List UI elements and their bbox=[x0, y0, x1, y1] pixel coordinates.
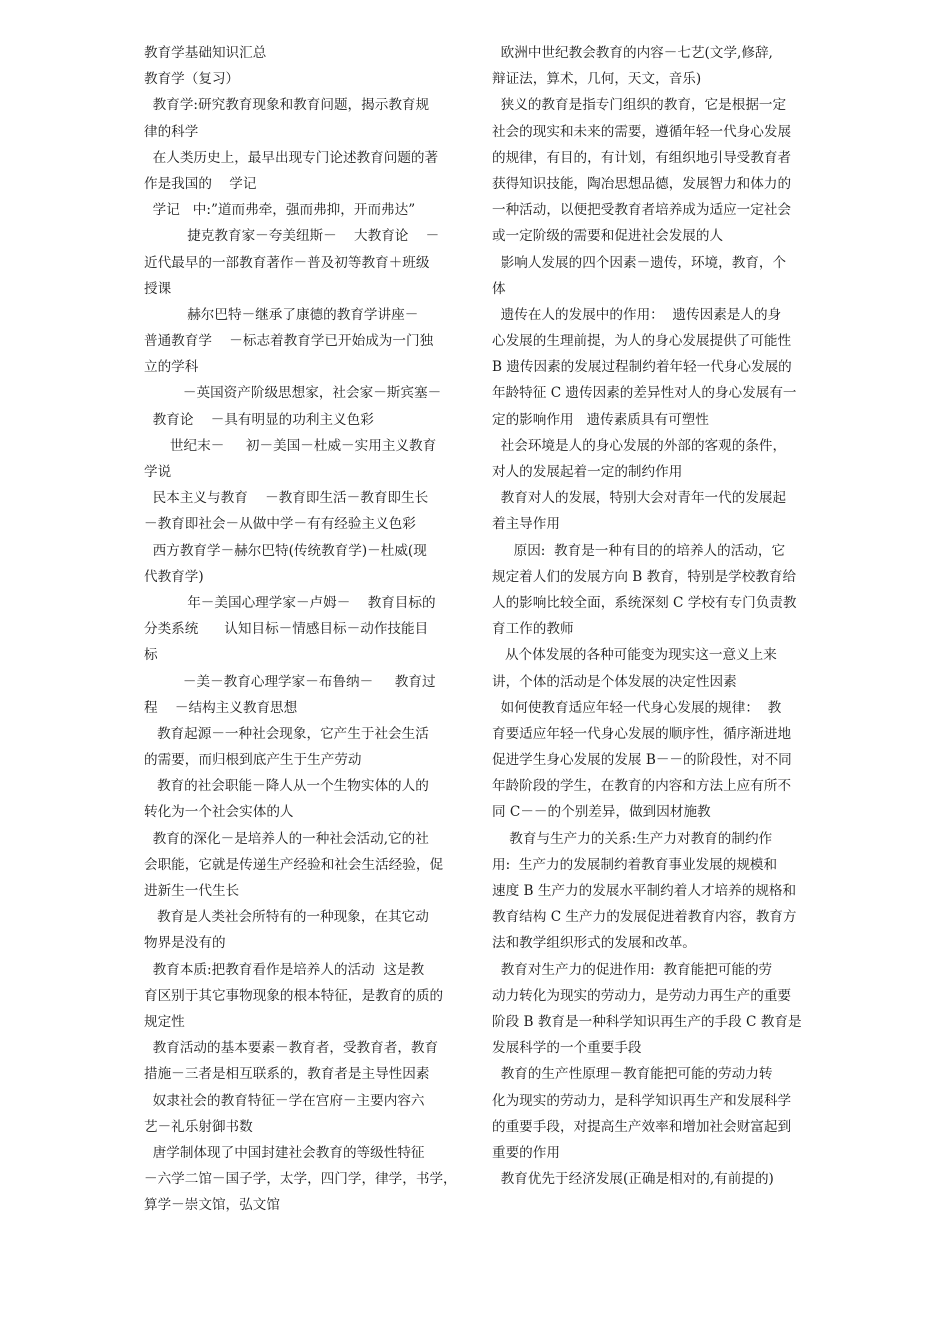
text-line: 在人类历史上，最早出现专门论述教育问题的著 bbox=[144, 149, 439, 166]
text-line: 教育论 －具有明显的功利主义色彩 bbox=[144, 411, 374, 428]
text-line: 教育对人的发展，特别大会对青年一代的发展起 bbox=[492, 490, 787, 507]
text-line: 唐学制体现了中国封建社会教育的等级性特征 bbox=[144, 1144, 425, 1161]
text-line: 发展科学的一个重要手段 bbox=[492, 1040, 642, 1057]
text-line: 的需要，而归根到底产生于生产劳动 bbox=[144, 752, 362, 769]
text-line: 教育起源－一种社会现象，它产生于社会生活 bbox=[144, 725, 429, 742]
text-line: 授课 bbox=[144, 280, 172, 297]
text-line: 会职能，它就是传递生产经验和社会生活经验，促 bbox=[144, 856, 444, 873]
text-line: 育要适应年轻一代身心发展的顺序性，循序渐进地 bbox=[492, 725, 792, 742]
text-line: －六学二馆－国子学，太学，四门学，律学，书学， bbox=[144, 1171, 457, 1188]
text-line: 教育优先于经济发展(正确是相对的,有前提的) bbox=[492, 1171, 774, 1188]
text-line: 标 bbox=[144, 647, 158, 664]
text-line: 规定着人们的发展方向 B 教育，特别是学校教育给 bbox=[492, 568, 797, 585]
text-line: 立的学科 bbox=[144, 359, 199, 376]
text-line: 教育的生产性原理－教育能把可能的劳动力转 bbox=[492, 1066, 773, 1083]
text-line: 规定性 bbox=[144, 1013, 185, 1030]
text-line: 化为现实的劳动力，是科学知识再生产和发展科学 bbox=[492, 1092, 792, 1109]
text-line: 原因: 教育是一种有目的的培养人的活动，它 bbox=[492, 542, 786, 559]
text-line: 动力转化为现实的劳动力，是劳动力再生产的重要 bbox=[492, 987, 792, 1004]
text-line: 从个体发展的各种可能变为现实这一意义上来 bbox=[492, 647, 777, 664]
text-line: 育工作的教师 bbox=[492, 621, 574, 638]
text-line: 着主导作用 bbox=[492, 516, 560, 533]
text-line: 西方教育学－赫尔巴特(传统教育学)－杜威(现 bbox=[144, 542, 427, 559]
text-line: 影响人发展的四个因素－遗传，环境，教育，个 bbox=[492, 254, 787, 271]
text-line: 艺－礼乐射御书数 bbox=[144, 1118, 253, 1135]
text-line: 体 bbox=[492, 280, 506, 297]
text-line: 狭义的教育是指专门组织的教育，它是根据一定 bbox=[492, 97, 787, 114]
text-line: 讲，个体的活动是个体发展的决定性因素 bbox=[492, 673, 737, 690]
text-line: 或一定阶级的需要和促进社会发展的人 bbox=[492, 228, 724, 245]
text-line: 法和教学组织形式的发展和改革。 bbox=[492, 935, 696, 952]
text-line: 教育学基础知识汇总 bbox=[144, 45, 267, 61]
text-line: 用: 生产力的发展制约着教育事业发展的规模和 bbox=[492, 856, 778, 873]
text-line: 程 －结构主义教育思想 bbox=[144, 699, 298, 716]
text-line: 律的科学 bbox=[144, 123, 199, 140]
text-line: 教育结构 C 生产力的发展促进着教育内容，教育方 bbox=[492, 909, 797, 926]
text-line: 年－美国心理学家－卢姆－ 教育目标的 bbox=[144, 594, 436, 611]
text-line: 的规律，有目的，有计划，有组织地引导受教育者 bbox=[492, 149, 792, 166]
text-line: 的重要手段，对提高生产效率和增加社会财富起到 bbox=[492, 1118, 792, 1135]
text-line: 教育对生产力的促进作用: 教育能把可能的劳 bbox=[492, 961, 773, 978]
text-line: 转化为一个社会实体的人 bbox=[144, 804, 294, 821]
text-line: 人的影响比较全面，系统深刻 C 学校有专门负责教 bbox=[492, 594, 797, 611]
text-line: 算学－崇文馆，弘文馆 bbox=[144, 1197, 280, 1214]
text-line: 一种活动，以便把受教育者培养成为适应一定社会 bbox=[492, 202, 792, 219]
text-line: 定的影响作用 遗传素质具有可塑性 bbox=[492, 411, 709, 428]
right-text-column bbox=[492, 40, 810, 1192]
left-text-column bbox=[144, 40, 460, 1218]
text-line: 教育活动的基本要素－教育者，受教育者，教育 bbox=[144, 1040, 439, 1057]
text-line: 赫尔巴特－继承了康德的教育学讲座－ bbox=[144, 306, 419, 323]
text-line: 获得知识技能，陶冶思想品德，发展智力和体力的 bbox=[492, 175, 792, 192]
text-line: 阶段 B 教育是一种科学知识再生产的手段 C 教育是 bbox=[492, 1013, 802, 1030]
text-line: 社会环境是人的身心发展的外部的客观的条件， bbox=[492, 437, 787, 454]
text-line: －教育即社会－从做中学－有有经验主义色彩 bbox=[144, 516, 416, 533]
text-line: －美－教育心理学家－布鲁纳－ 教育过 bbox=[144, 673, 436, 690]
text-line: 教育本质:把教育看作是培养人的活动 这是教 bbox=[144, 961, 425, 978]
text-line: 教育学:研究教育现象和教育问题，揭示教育规 bbox=[144, 97, 430, 114]
text-line: 促进学生身心发展的发展 B－－的阶段性，对不同 bbox=[492, 752, 792, 769]
text-line: 物界是没有的 bbox=[144, 935, 226, 952]
text-line: 辩证法，算术，几何，天文，音乐) bbox=[492, 71, 702, 88]
text-line: 重要的作用 bbox=[492, 1144, 560, 1161]
text-line: 教育是人类社会所特有的一种现象，在其它动 bbox=[144, 909, 429, 926]
text-line: 近代最早的一部教育著作－普及初等教育＋班级 bbox=[144, 254, 430, 271]
text-line: 措施－三者是相互联系的，教育者是主导性因素 bbox=[144, 1066, 430, 1083]
text-line: 同 C－－的个别差异，做到因材施教 bbox=[492, 804, 711, 821]
text-line: 速度 B 生产力的发展水平制约着人才培养的规格和 bbox=[492, 883, 797, 899]
text-line: 社会的现实和未来的需要，遵循年轻一代身心发展 bbox=[492, 123, 792, 140]
text-line: 年龄阶段的学生，在教育的内容和方法上应有所不 bbox=[492, 778, 792, 795]
text-line: 作是我国的 学记 bbox=[144, 175, 257, 192]
text-line: B 遗传因素的发展过程制约着年轻一代身心发展的 bbox=[492, 359, 792, 376]
text-line: 教育学（复习） bbox=[144, 71, 240, 88]
text-line: 进新生一代生长 bbox=[144, 883, 240, 899]
text-line: 学说 bbox=[144, 464, 172, 480]
text-line: 捷克教育家－夸美纽斯－ 大教育论 － bbox=[144, 228, 440, 245]
text-line: 学记 中:”道而弗牵，强而弗抑，开而弗达” bbox=[144, 202, 416, 219]
text-line: 如何使教育适应年轻一代身心发展的规律： 教 bbox=[492, 699, 782, 716]
text-line: 奴隶社会的教育特征－学在宫府－主要内容六 bbox=[144, 1092, 425, 1109]
text-line: 遗传在人的发展中的作用： 遗传因素是人的身 bbox=[492, 306, 782, 323]
text-line: 心发展的生理前提，为人的身心发展提供了可能性 bbox=[492, 333, 792, 350]
text-line: 育区别于其它事物现象的根本特征，是教育的质的 bbox=[144, 987, 444, 1004]
text-line: 教育的深化－是培养人的一种社会活动,它的社 bbox=[144, 830, 429, 847]
text-line: 分类系统 认知目标－情感目标－动作技能目 bbox=[144, 621, 429, 638]
text-line: 教育的社会职能－降人从一个生物实体的人的 bbox=[144, 778, 429, 795]
text-line: －英国资产阶级思想家，社会家－斯宾塞－ bbox=[144, 385, 442, 402]
text-line: 世纪末－ 初－美国－杜威－实用主义教育 bbox=[144, 437, 437, 454]
text-line: 年龄特征 C 遗传因素的差异性对人的身心发展有一 bbox=[492, 385, 797, 402]
text-line: 普通教育学 －标志着教育学已开始成为一门独 bbox=[144, 333, 434, 350]
text-line: 教育与生产力的关系:生产力对教育的制约作 bbox=[492, 830, 773, 847]
text-line: 代教育学) bbox=[144, 568, 204, 585]
text-line: 对人的发展起着一定的制约作用 bbox=[492, 464, 683, 480]
text-line: 民本主义与教育 －教育即生活－教育即生长 bbox=[144, 490, 429, 507]
text-line: 欧洲中世纪教会教育的内容－七艺(文学,修辞, bbox=[492, 45, 773, 61]
